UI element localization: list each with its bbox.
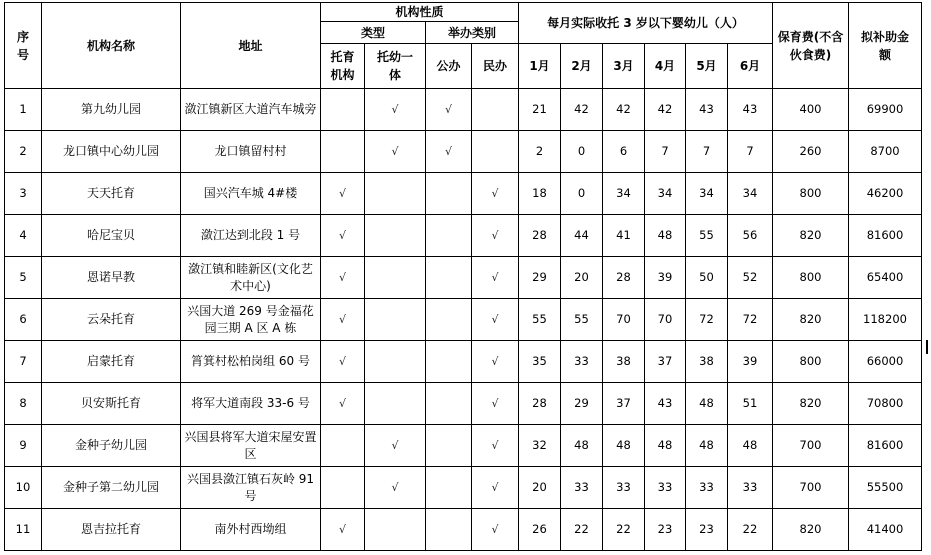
subsidy-cell: 81600 [849,215,922,257]
integrated-check-cell: √ [365,89,426,131]
nursery-check-cell [321,89,365,131]
name-cell: 恩吉拉托育 [42,509,181,551]
public-check-cell [426,509,472,551]
public-check-cell [426,425,472,467]
address-cell: 潋江镇新区大道汽车城旁 [181,89,321,131]
private-check-cell [472,89,519,131]
month-4-cell: 48 [645,425,686,467]
seq-cell: 7 [5,341,42,383]
month-5-cell: 7 [686,131,728,173]
month-2-cell: 33 [561,341,603,383]
month-5-cell: 33 [686,467,728,509]
month-5-cell: 48 [686,425,728,467]
public-check-cell [426,173,472,215]
public-check-cell [426,257,472,299]
address-cell: 潋江达到北段 1 号 [181,215,321,257]
private-check-cell: √ [472,299,519,341]
fee-cell: 400 [773,89,849,131]
month-5-cell: 34 [686,173,728,215]
seq-cell: 8 [5,383,42,425]
subsidy-cell: 46200 [849,173,922,215]
subsidy-cell: 66000 [849,341,922,383]
address-cell: 龙口镇留村村 [181,131,321,173]
month-3-cell: 41 [603,215,645,257]
integrated-check-cell [365,341,426,383]
fee-cell: 260 [773,131,849,173]
address-cell: 筲箕村松柏岗组 60 号 [181,341,321,383]
month-3-cell: 70 [603,299,645,341]
seq-cell: 10 [5,467,42,509]
month-4-cell: 7 [645,131,686,173]
integrated-check-cell [365,257,426,299]
header-name: 机构名称 [42,3,181,89]
month-6-cell: 51 [728,383,773,425]
header-month-2: 2月 [561,44,603,89]
name-cell: 贝安斯托育 [42,383,181,425]
table-row [5,299,922,341]
month-4-cell: 37 [645,341,686,383]
month-2-cell: 42 [561,89,603,131]
month-1-cell: 20 [519,467,561,509]
nursery-check-cell: √ [321,509,365,551]
month-6-cell: 39 [728,341,773,383]
header-month-4: 4月 [645,44,686,89]
month-6-cell: 43 [728,89,773,131]
table-body [5,89,922,551]
month-3-cell: 37 [603,383,645,425]
table-row [5,215,922,257]
table-row [5,89,922,131]
table-row [5,509,922,551]
integrated-check-cell [365,173,426,215]
subsidy-cell: 81600 [849,425,922,467]
name-cell: 第九幼儿园 [42,89,181,131]
private-check-cell: √ [472,467,519,509]
month-5-cell: 23 [686,509,728,551]
subsidy-cell: 70800 [849,383,922,425]
month-5-cell: 43 [686,89,728,131]
private-check-cell: √ [472,425,519,467]
private-check-cell [472,131,519,173]
header-sponsor: 举办类别 [426,22,519,44]
public-check-cell [426,299,472,341]
public-check-cell: √ [426,89,472,131]
month-2-cell: 0 [561,173,603,215]
subsidy-cell: 55500 [849,467,922,509]
institution-table [4,2,922,551]
header-month-5: 5月 [686,44,728,89]
month-5-cell: 55 [686,215,728,257]
month-3-cell: 48 [603,425,645,467]
seq-cell: 9 [5,425,42,467]
month-4-cell: 33 [645,467,686,509]
header-monthly: 每月实际收托 3 岁以下婴幼儿（人） [519,3,773,44]
name-cell: 金种子第二幼儿园 [42,467,181,509]
subsidy-cell: 41400 [849,509,922,551]
month-2-cell: 33 [561,467,603,509]
integrated-check-cell [365,299,426,341]
month-3-cell: 6 [603,131,645,173]
fee-cell: 700 [773,467,849,509]
month-6-cell: 22 [728,509,773,551]
name-cell: 哈尼宝贝 [42,215,181,257]
integrated-check-cell [365,383,426,425]
address-cell: 将军大道南段 33-6 号 [181,383,321,425]
month-1-cell: 28 [519,215,561,257]
seq-cell: 11 [5,509,42,551]
month-3-cell: 33 [603,467,645,509]
nursery-check-cell [321,467,365,509]
address-cell: 兴国县将军大道宋屋安置区 [181,425,321,467]
seq-cell: 4 [5,215,42,257]
integrated-check-cell: √ [365,467,426,509]
month-6-cell: 7 [728,131,773,173]
integrated-check-cell [365,509,426,551]
private-check-cell: √ [472,383,519,425]
fee-cell: 820 [773,299,849,341]
header-nature: 机构性质 [321,3,519,22]
header-public: 公办 [426,44,472,89]
public-check-cell [426,215,472,257]
table-row [5,383,922,425]
month-2-cell: 55 [561,299,603,341]
private-check-cell: √ [472,509,519,551]
private-check-cell: √ [472,257,519,299]
month-6-cell: 72 [728,299,773,341]
month-3-cell: 22 [603,509,645,551]
month-4-cell: 70 [645,299,686,341]
month-2-cell: 44 [561,215,603,257]
name-cell: 龙口镇中心幼儿园 [42,131,181,173]
header-fee: 保育费(不含伙食费) [773,3,849,89]
nursery-check-cell: √ [321,383,365,425]
seq-cell: 3 [5,173,42,215]
name-cell: 恩诺早教 [42,257,181,299]
fee-cell: 800 [773,257,849,299]
month-6-cell: 34 [728,173,773,215]
month-3-cell: 34 [603,173,645,215]
month-4-cell: 34 [645,173,686,215]
public-check-cell [426,467,472,509]
nursery-check-cell: √ [321,215,365,257]
header-type: 类型 [321,22,426,44]
nursery-check-cell [321,425,365,467]
month-5-cell: 38 [686,341,728,383]
month-6-cell: 56 [728,215,773,257]
month-1-cell: 18 [519,173,561,215]
address-cell: 潋江镇和睦新区(文化艺术中心) [181,257,321,299]
month-5-cell: 48 [686,383,728,425]
table-row [5,425,922,467]
name-cell: 天天托育 [42,173,181,215]
month-5-cell: 50 [686,257,728,299]
private-check-cell: √ [472,215,519,257]
nursery-check-cell: √ [321,257,365,299]
nursery-check-cell: √ [321,173,365,215]
header-month-3: 3月 [603,44,645,89]
nursery-check-cell: √ [321,299,365,341]
table-row [5,257,922,299]
name-cell: 启蒙托育 [42,341,181,383]
header-nursery: 托育机构 [321,44,365,89]
fee-cell: 820 [773,383,849,425]
name-cell: 金种子幼儿园 [42,425,181,467]
month-3-cell: 42 [603,89,645,131]
header-address: 地址 [181,3,321,89]
address-cell: 兴国大道 269 号金福花园三期 A 区 A 栋 [181,299,321,341]
month-4-cell: 23 [645,509,686,551]
table-row [5,341,922,383]
month-6-cell: 48 [728,425,773,467]
month-2-cell: 48 [561,425,603,467]
address-cell: 国兴汽车城 4#楼 [181,173,321,215]
nursery-check-cell: √ [321,341,365,383]
month-2-cell: 22 [561,509,603,551]
seq-cell: 6 [5,299,42,341]
integrated-check-cell: √ [365,131,426,173]
nursery-check-cell [321,131,365,173]
month-3-cell: 28 [603,257,645,299]
month-2-cell: 29 [561,383,603,425]
header-month-1: 1月 [519,44,561,89]
table-row [5,131,922,173]
month-6-cell: 52 [728,257,773,299]
public-check-cell: √ [426,131,472,173]
subsidy-cell: 8700 [849,131,922,173]
month-1-cell: 29 [519,257,561,299]
month-2-cell: 0 [561,131,603,173]
text-cursor [926,340,928,354]
subsidy-cell: 65400 [849,257,922,299]
month-4-cell: 48 [645,215,686,257]
fee-cell: 820 [773,215,849,257]
month-6-cell: 33 [728,467,773,509]
month-4-cell: 43 [645,383,686,425]
subsidy-cell: 118200 [849,299,922,341]
month-1-cell: 55 [519,299,561,341]
month-4-cell: 42 [645,89,686,131]
address-cell: 南外村西坳组 [181,509,321,551]
month-5-cell: 72 [686,299,728,341]
month-2-cell: 20 [561,257,603,299]
header-private: 民办 [472,44,519,89]
seq-cell: 5 [5,257,42,299]
month-1-cell: 21 [519,89,561,131]
fee-cell: 800 [773,173,849,215]
month-1-cell: 28 [519,383,561,425]
name-cell: 云朵托育 [42,299,181,341]
seq-cell: 2 [5,131,42,173]
month-1-cell: 35 [519,341,561,383]
fee-cell: 800 [773,341,849,383]
month-1-cell: 26 [519,509,561,551]
month-1-cell: 32 [519,425,561,467]
header-subsidy: 拟补助金额 [849,3,922,89]
seq-cell: 1 [5,89,42,131]
header-integrated: 托幼一体 [365,44,426,89]
header-seq: 序号 [5,3,42,89]
subsidy-cell: 69900 [849,89,922,131]
address-cell: 兴国县潋江镇石灰岭 91 号 [181,467,321,509]
public-check-cell [426,341,472,383]
month-1-cell: 2 [519,131,561,173]
fee-cell: 700 [773,425,849,467]
integrated-check-cell: √ [365,425,426,467]
fee-cell: 820 [773,509,849,551]
table-row [5,467,922,509]
month-3-cell: 38 [603,341,645,383]
private-check-cell: √ [472,173,519,215]
public-check-cell [426,383,472,425]
table-row [5,173,922,215]
header-month-6: 6月 [728,44,773,89]
private-check-cell: √ [472,341,519,383]
integrated-check-cell [365,215,426,257]
month-4-cell: 39 [645,257,686,299]
